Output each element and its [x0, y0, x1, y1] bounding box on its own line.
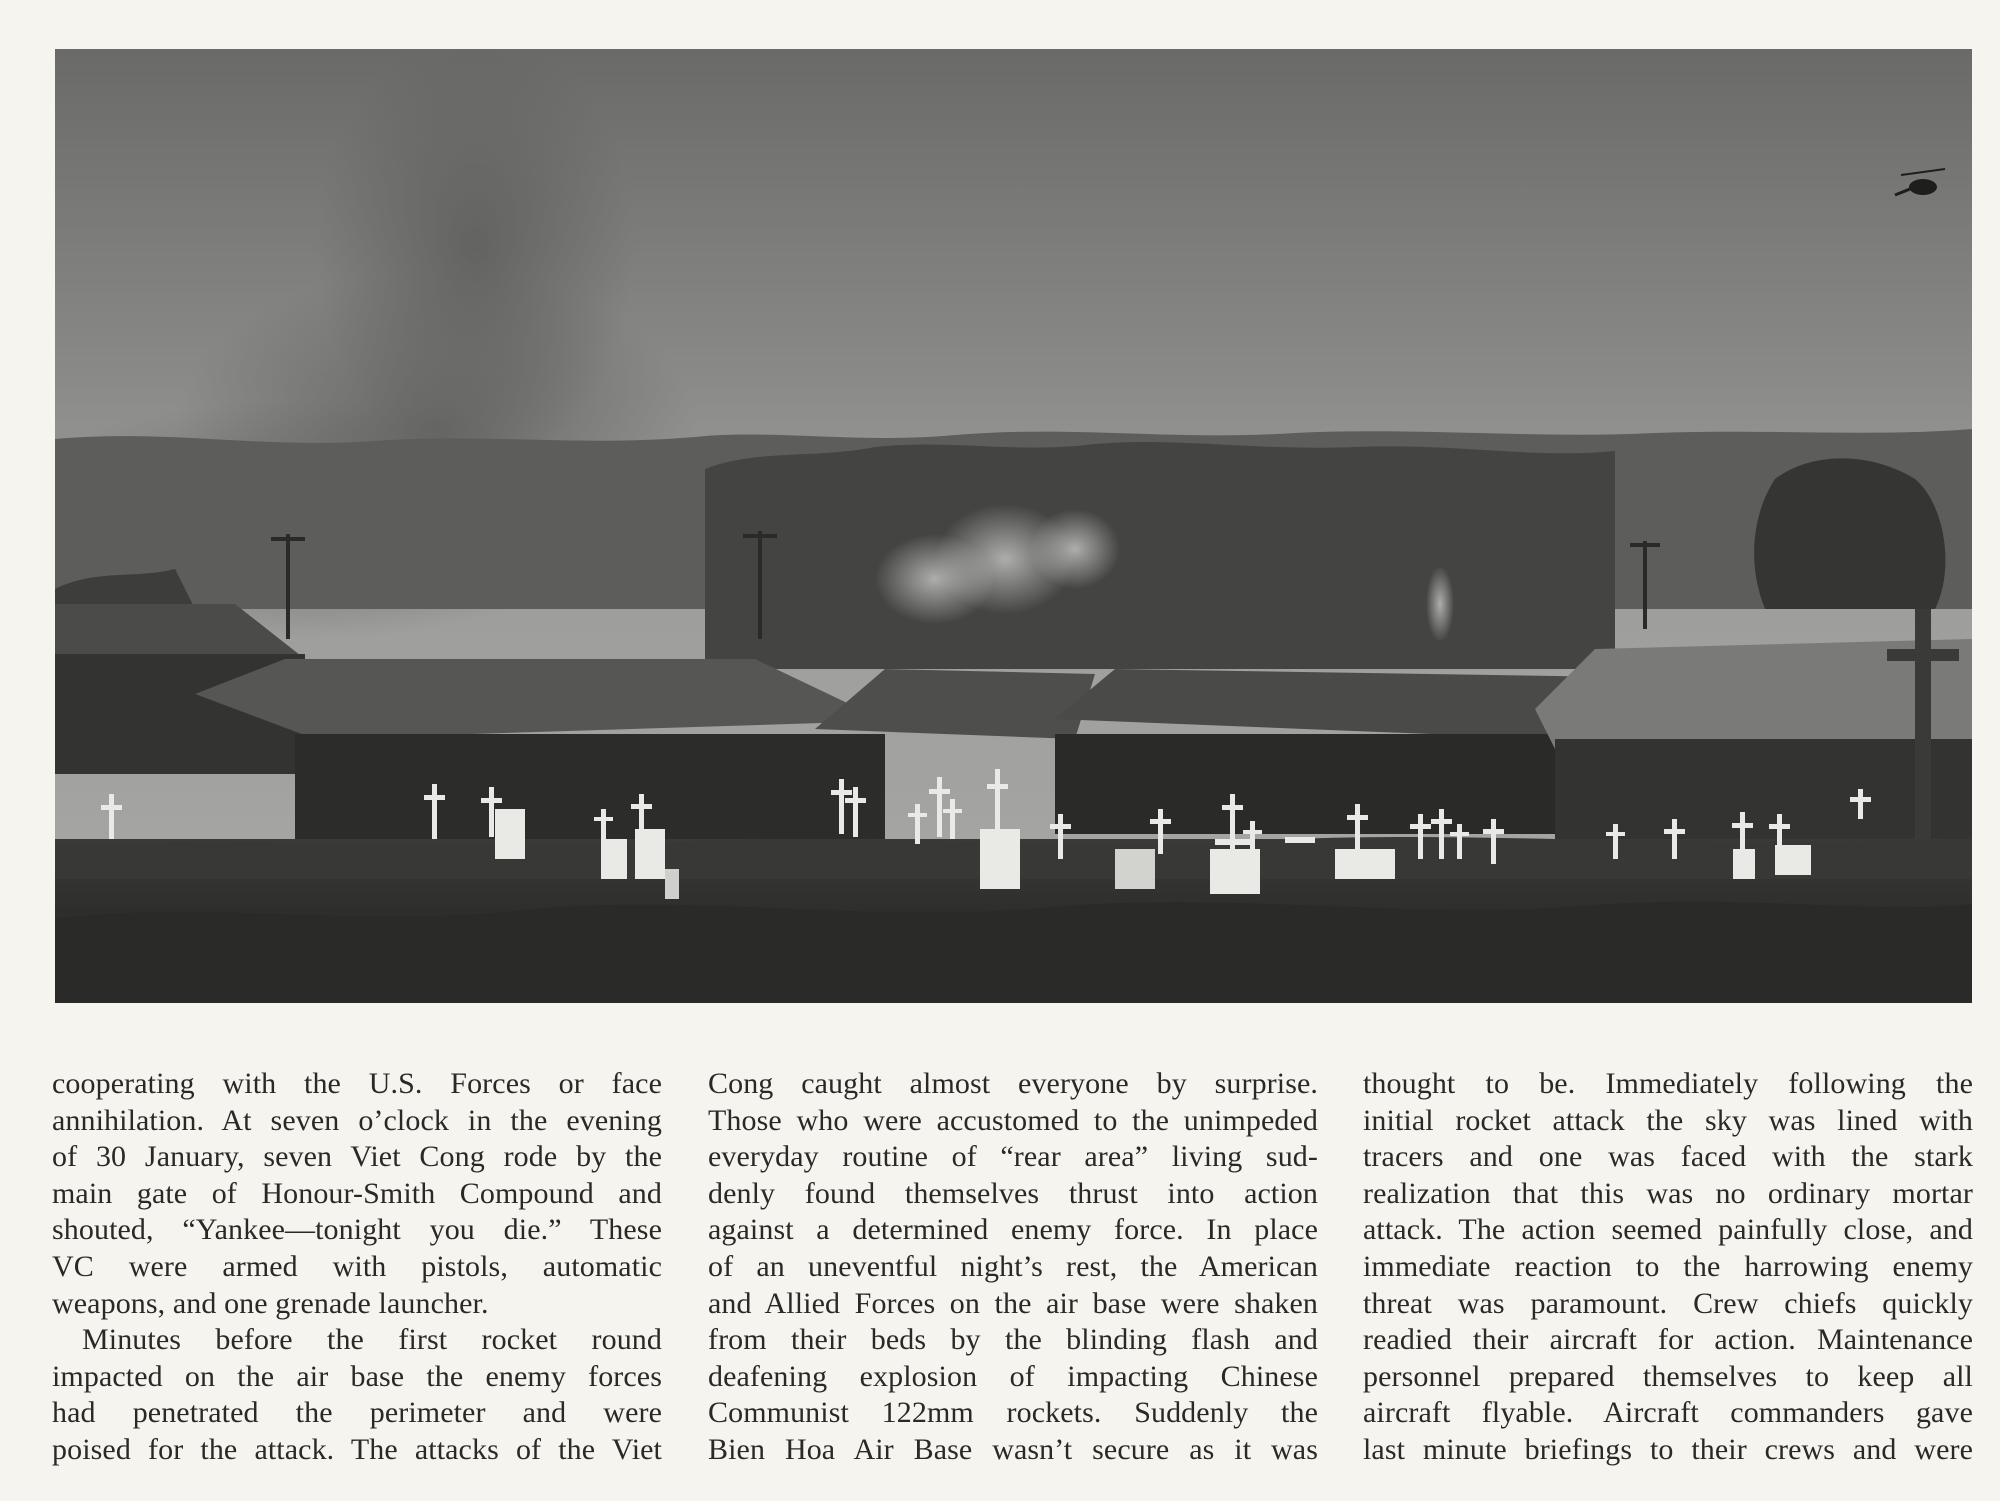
text-line: weapons, and one grenade launcher.	[52, 1286, 489, 1320]
text-line: aircraft flyable. Aircraft commanders gave	[1363, 1396, 1973, 1430]
text-line: initial rocket attack the sky was lined with	[1363, 1103, 1973, 1137]
text-line: and Allied Forces on the air base were shaken	[708, 1286, 1318, 1320]
text-line: last minute briefings to their crews and were	[1363, 1432, 1973, 1466]
text-line: denly found themselves thrust into action	[708, 1176, 1318, 1210]
text-line: Those who were accustomed to the unimpeded	[708, 1103, 1318, 1137]
text-line: thought to be. Immediately following the	[1363, 1067, 1973, 1100]
text-line: realization that this was no ordinary mortar	[1363, 1176, 1973, 1210]
article-body	[0, 1066, 2000, 1486]
text-line: of an uneventful night’s rest, the American	[708, 1249, 1318, 1283]
text-column-2	[708, 1066, 1318, 1469]
text-line: Communist 122mm rockets. Suddenly the	[708, 1396, 1318, 1430]
text-line: tracers and one was faced with the stark	[1363, 1140, 1973, 1174]
text-line: against a determined enemy force. In place	[708, 1213, 1318, 1247]
text-line: of 30 January, seven Viet Cong rode by the	[52, 1140, 662, 1174]
text-line: VC were armed with pistols, automatic	[52, 1249, 662, 1283]
text-line: annihilation. At seven o’clock in the evening	[52, 1103, 662, 1137]
text-line: impacted on the air base the enemy forces	[52, 1359, 662, 1393]
text-column-3	[1363, 1066, 1973, 1469]
text-line: from their beds by the blinding flash and	[708, 1323, 1318, 1357]
text-line: threat was paramount. Crew chiefs quickly	[1363, 1286, 1973, 1320]
text-line: had penetrated the perimeter and were	[52, 1396, 662, 1430]
photo-illustration	[55, 49, 1972, 1003]
text-line: attack. The action seemed painfully close, and	[1363, 1213, 1973, 1247]
text-line: main gate of Honour-Smith Compound and	[52, 1176, 662, 1210]
text-line: immediate reaction to the harrowing enemy	[1363, 1249, 1973, 1283]
text-line: cooperating with the U.S. Forces or face	[52, 1067, 662, 1100]
text-line: Bien Hoa Air Base wasn’t secure as it was	[708, 1432, 1318, 1466]
text-line: shouted, “Yankee—tonight you die.” These	[52, 1213, 662, 1247]
text-line: Cong caught almost everyone by surprise.	[708, 1067, 1318, 1100]
text-line: poised for the attack. The attacks of the Viet	[52, 1432, 662, 1466]
text-line: everyday routine of “rear area” living sud-	[708, 1140, 1318, 1174]
text-column-1	[52, 1066, 662, 1469]
text-line: personnel prepared themselves to keep all	[1363, 1359, 1973, 1393]
text-line: Minutes before the first rocket round	[82, 1323, 662, 1357]
text-line: readied their aircraft for action. Maintenance	[1363, 1323, 1973, 1357]
cemetery-photo	[55, 49, 1972, 1003]
text-line: deafening explosion of impacting Chinese	[708, 1359, 1318, 1393]
